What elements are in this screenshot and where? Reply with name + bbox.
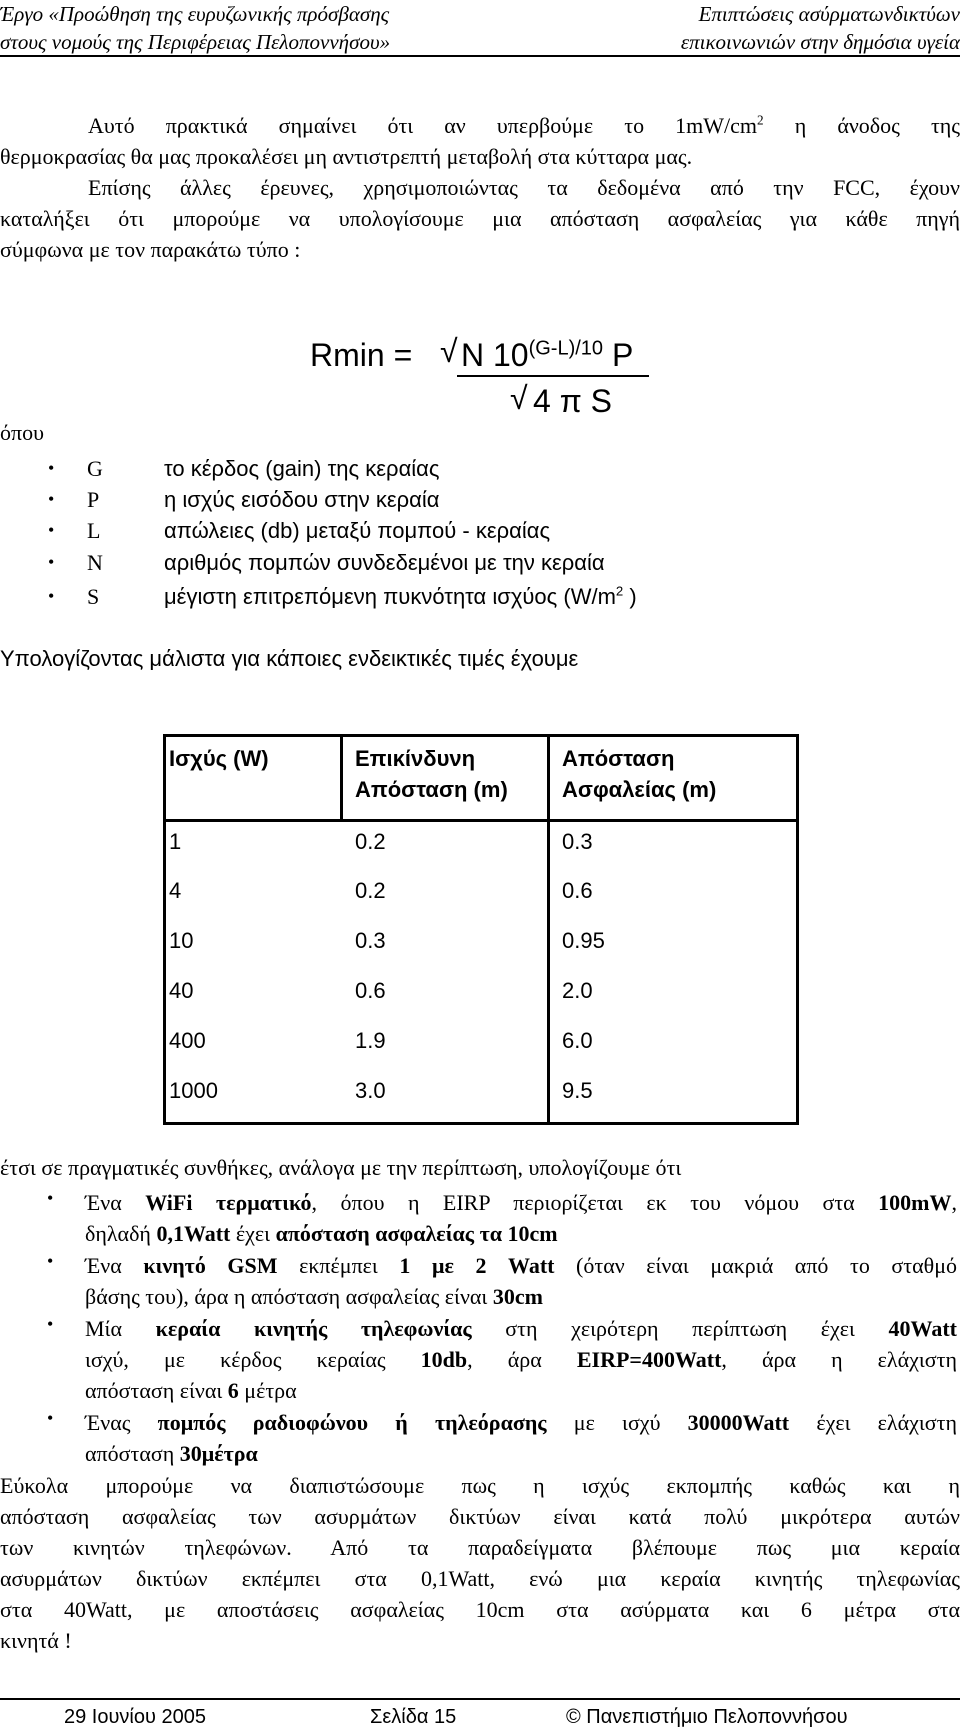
table-cell: 0.2 <box>355 829 386 854</box>
bullet-icon: • <box>47 1188 54 1208</box>
intro-line-3: Επίσης άλλες έρευνες, χρησιμοποιώντας τα δεδομένα από την FCC, έχουν <box>88 175 960 200</box>
table-cell: 1 <box>169 829 182 854</box>
footer-copyright: © Πανεπιστήμιο Πελοποννήσου <box>566 1706 848 1728</box>
def-description <box>164 584 637 610</box>
formula-denominator: 4 π S <box>533 383 612 419</box>
table-cell: 2.0 <box>562 978 593 1003</box>
formula-lhs: Rmin = <box>310 337 413 373</box>
header-left <box>0 0 390 56</box>
def-desc-text: μέγιστη επιτρεπόμενη πυκνότητα ισχύος (W/m <box>164 584 616 609</box>
closing-line-1: Εύκολα μπορούμε να διαπιστώσουμε πως η ισχύς εκπομπής καθώς και η <box>0 1473 960 1498</box>
def-desc-sup: 2 <box>615 583 624 599</box>
where-label: όπου <box>0 420 44 445</box>
header-right-line2: επικοινωνιών στην δημόσια υγεία <box>680 30 960 54</box>
bullet-broadcast: Ένας πομπός ραδιοφώνου ή τηλεόρασης με ισχύ 30000Watt έχει ελάχιστη απόσταση 30μέτρα <box>85 1410 958 1466</box>
bullet-icon: • <box>48 458 55 478</box>
bullet-icon: • <box>47 1408 54 1428</box>
table-cell: 10 <box>169 928 194 953</box>
formula-num-p: P <box>611 337 634 373</box>
def-symbol: S <box>87 584 100 609</box>
table-header-rule <box>163 819 796 822</box>
formula-numerator <box>461 337 633 374</box>
bullet-icon: • <box>47 1314 54 1334</box>
table-cell: 400 <box>169 1028 206 1053</box>
table-header-power <box>169 743 269 774</box>
def-description: η ισχύς εισόδου στην κεραία <box>164 487 440 512</box>
closing-line-5: στα 40Watt, με αποστάσεις ασφαλείας 10cm στα ασύρματα και 6 μέτρα στα <box>0 1597 960 1622</box>
intro-paragraph <box>0 110 960 265</box>
closing-line-2: απόσταση ασφαλείας των ασυρμάτων δικτύων είναι κατά πολύ μικρότερα αυτών <box>0 1504 960 1529</box>
footer-date: 29 Ιουνίου 2005 <box>64 1706 206 1728</box>
header-rule <box>0 55 960 57</box>
header-left-line1: Έργο «Προώθηση της ευρυζωνικής πρόσβασης <box>0 2 390 26</box>
def-symbol: P <box>87 487 100 512</box>
closing-line-6: κινητά ! <box>0 1628 72 1653</box>
table-cell: 0.6 <box>355 978 386 1003</box>
formula-sqrt-num: √ <box>440 333 458 369</box>
bullet-wifi: Ένα WiFi τερματικό, όπου η EIRP περιορίζεται εκ του νόμου στα 100mW, δηλαδή 0,1Watt έχει απόσταση ασφαλείας τα 10cm <box>85 1190 957 1246</box>
table-col-divider-2 <box>547 734 550 1122</box>
table-cell: 0.3 <box>562 829 593 854</box>
table-cell: 3.0 <box>355 1078 386 1103</box>
table-cell: 6.0 <box>562 1028 593 1053</box>
intro-line-4: καταλήξει ότι μπορούμε να υπολογίσουμε μια απόσταση ασφαλείας για κάθε πηγή <box>0 206 960 231</box>
intro-line-1b: η άνοδος της <box>794 113 960 138</box>
bullet-mobile-antenna: Μία κεραία κινητής τηλεφωνίας στη χειρότερη περίπτωση έχει 40Watt ισχύ, με κέρδος κεραίας 10db, άρα EIRP=400Watt, άρα η ελάχιστη απόσταση είναι 6 μέτρα <box>85 1316 958 1403</box>
bullet-icon: • <box>47 1251 54 1271</box>
closing-paragraph <box>0 1470 960 1656</box>
intro-line-1 <box>0 110 960 141</box>
closing-line-4: ασυρμάτων δικτύων εκπέμπει στα 0,1Watt, ενώ μια κεραία κινητής τηλεφωνίας <box>0 1566 960 1591</box>
footer-rule <box>0 1698 960 1700</box>
table-header-danger-l2: Απόσταση (m) <box>355 777 508 802</box>
closing-line-3: των κινητών τηλεφώνων. Από τα παραδείγματα βλέπουμε πως μια κεραία <box>0 1535 960 1560</box>
table-header-power-l1: Ισχύς (W) <box>169 746 269 771</box>
formula-num-n: N 10 <box>461 337 529 373</box>
formula-exponent: (G-L)/10 <box>528 337 604 360</box>
table-header-safety <box>562 743 716 805</box>
table-cell: 1.9 <box>355 1028 386 1053</box>
bullet-icon: • <box>48 489 55 509</box>
table-header-danger <box>355 743 508 805</box>
formula-fraction-bar <box>457 375 649 377</box>
table-cell: 0.3 <box>355 928 386 953</box>
intro-line-5: σύμφωνα με τον παρακάτω τύπο : <box>0 237 301 262</box>
header-right <box>681 0 960 56</box>
def-symbol: L <box>87 518 101 543</box>
def-symbol: G <box>87 456 103 481</box>
def-description: το κέρδος (gain) της κεραίας <box>164 456 440 481</box>
table-cell: 0.2 <box>355 878 386 903</box>
bullet-gsm: Ένα κινητό GSM εκπέμπει 1 με 2 Watt (όταν είναι μακριά από το σταθμό βάσης του), άρα η απόσταση ασφαλείας είναι 30cm <box>85 1253 957 1309</box>
bullet-icon: • <box>48 586 55 606</box>
header-left-line2: στους νομούς της Περιφέρειας Πελοποννήσου» <box>0 30 391 54</box>
table-cell: 0.6 <box>562 878 593 903</box>
conclusion-intro: έτσι σε πραγματικές συνθήκες, ανάλογα με την περίπτωση, υπολογίζουμε ότι <box>0 1155 682 1180</box>
table-cell: 40 <box>169 978 194 1003</box>
table-cell: 1000 <box>169 1078 218 1103</box>
table-header-safety-l2: Ασφαλείας (m) <box>562 777 717 802</box>
intro-line-2: θερμοκρασίας θα μας προκαλέσει μη αντιστρεπτή μεταβολή στα κύτταρα μας. <box>0 144 693 169</box>
table-col-divider-1 <box>340 734 343 822</box>
header-right-line1: Επιπτώσεις ασύρματωνδικτύων <box>698 2 960 26</box>
footer-page-number: Σελίδα 15 <box>370 1706 457 1728</box>
table-header-danger-l1: Επικίνδυνη <box>355 746 476 771</box>
table-cell: 4 <box>169 878 182 903</box>
def-description: απώλειες (db) μεταξύ πομπού - κεραίας <box>164 518 551 543</box>
intro-line-1-sup: 2 <box>757 112 764 128</box>
calc-intro: Υπολογίζοντας μάλιστα για κάποιες ενδεικτικές τιμές έχουμε <box>0 646 579 671</box>
bullet-icon: • <box>48 520 55 540</box>
def-desc-tail: ) <box>623 584 637 609</box>
intro-line-1a: Αυτό πρακτικά σημαίνει ότι αν υπερβούμε το 1mW/cm <box>88 113 758 138</box>
table-cell: 9.5 <box>562 1078 593 1103</box>
table-header-safety-l1: Απόσταση <box>562 746 675 771</box>
table-cell: 0.95 <box>562 928 605 953</box>
formula-sqrt-den: √ <box>510 380 528 416</box>
bullet-icon: • <box>48 552 55 572</box>
def-symbol: N <box>87 550 103 575</box>
def-description: αριθμός πομπών συνδεδεμένοι με την κεραία <box>164 550 605 575</box>
